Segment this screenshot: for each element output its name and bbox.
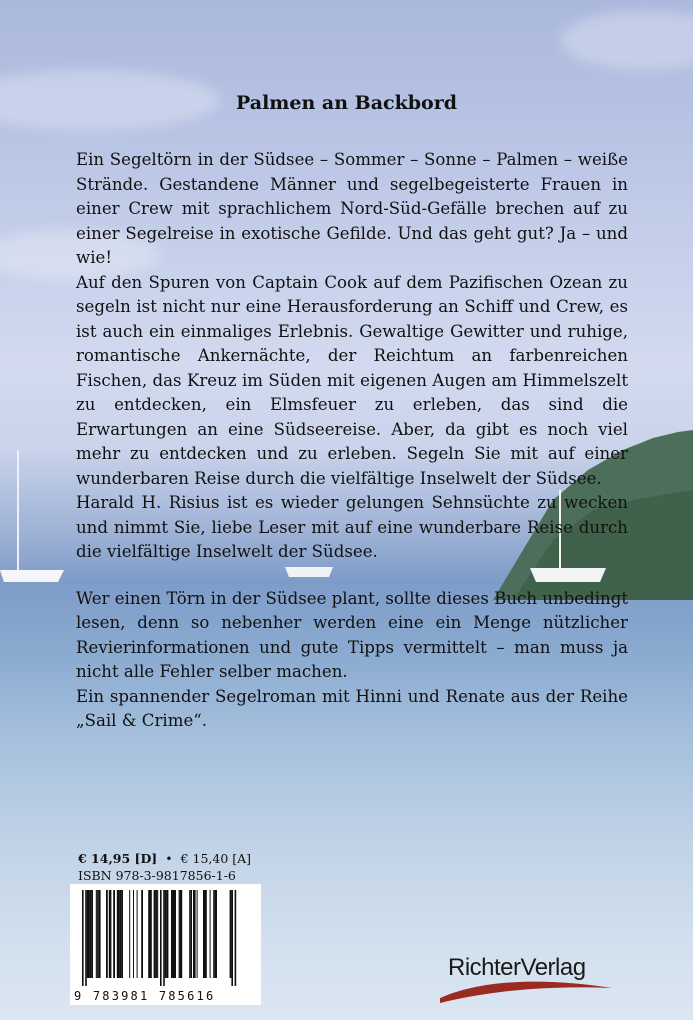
barcode-bar [106,890,108,978]
barcode-bar [165,890,167,978]
blurb-paragraph: Ein spannender Segelroman mit Hinni und Renate aus der Reihe „Sail & Crime“. [76,686,628,730]
barcode-bar [189,890,190,978]
barcode-bar [99,890,101,978]
barcode-bar [98,890,99,978]
barcode-bar [171,890,172,978]
blurb-paragraph: Wer einen Törn in der Südsee plant, sollte dieses Buch unbedingt lesen, denn so nebenher werden eine ein Menge nützlicher Revierinformationen und gute Tipps vermittelt – man muss ja nicht alle Fehler selber machen. [76,588,629,681]
barcode-bars [78,890,253,986]
barcode-digits: 9 783981 785616 [74,989,216,1003]
barcode-bar [154,890,156,978]
barcode-bar [97,890,98,978]
barcode-bar [148,890,150,978]
barcode-bar [137,890,138,978]
barcode-bar [91,890,93,978]
publisher-name: RichterVerlag [448,954,586,981]
barcode-bar [82,890,84,986]
isbn: ISBN 978-3-9817856-1-6 [78,868,236,883]
barcode-bar [109,890,112,978]
barcode-bar [141,890,143,978]
barcode-bar [172,890,173,978]
barcode-bar [213,890,214,978]
barcode-bar [87,890,90,978]
barcode-bar [133,890,134,978]
barcode-bar [129,890,130,978]
barcode-bar [150,890,152,978]
barcode-bar [190,890,192,978]
price-separator: • [165,851,173,866]
barcode-bar [230,890,232,978]
barcode-bar [174,890,175,978]
sailboat-left [0,450,70,585]
barcode-bar [89,890,91,978]
blurb-paragraph: Ein Segeltörn in der Südsee – Sommer – Sonne – Palmen – weiße Strände. Gestandene Männer und segelbegeisterte Frauen in einer Crew mit sprachlichem Nord-Süd-Gefälle brechen auf zu einer Segelreise in exotische Gefilde. Und das geht gut? Ja – und wie! [76,150,628,267]
barcode-bar [167,890,169,978]
barcode-bar [173,890,174,978]
blurb-paragraph: Auf den Spuren von Captain Cook auf dem Pazifischen Ozean zu segeln ist nicht nur eine Herausforderung an Schiff und Crew, es ist auch ein einmaliges Erlebnis. Gewaltige Gewitter und ruhige, romantische Ankernächte, der Reichtum an farbenreichen Fischen, das Kreuz im Süden mit eigenen Augen am Himmelszelt zu entdecken, ein Elmsfeuer zu erleben, das sind die Erwartungen an eine Südseereise. Aber, da gibt es noch viel mehr zu entdecken und zu erleben. Segeln Sie mit auf einer wunderbaren Reise durch die vielfältige Inselwelt der Südsee. [76,272,628,488]
barcode [70,884,261,1005]
barcode-bar [193,890,196,978]
barcode-bar [155,890,157,978]
barcode-bar [197,890,198,978]
barcode-bar [157,890,158,978]
barcode-bar [113,890,115,978]
barcode-bar [85,890,87,986]
barcode-bar [160,890,162,986]
barcode-bar [231,890,233,986]
price-block [78,850,251,884]
blurb [76,148,628,734]
publisher-logo [440,948,640,1008]
blurb-paragraph: Harald H. Risius ist es wieder gelungen Sehnsüchte zu wecken und nimmt Sie, liebe Leser mit auf eine wunderbare Reise durch die vielfältige Inselwelt der Südsee. [76,493,628,561]
publisher-swoosh-icon [440,948,640,1008]
barcode-bar [216,890,217,978]
cloud [560,10,693,70]
barcode-bar [204,890,205,978]
barcode-bar [119,890,121,978]
book-title: Palmen an Backbord [235,92,458,114]
barcode-bar [163,890,165,986]
barcode-bar [205,890,207,978]
barcode-bar [235,890,237,986]
barcode-bar [203,890,204,978]
barcode-bar [214,890,216,978]
barcode-bar [210,890,211,978]
barcode-bar [179,890,180,978]
barcode-bar [96,890,97,978]
barcode-bar [121,890,123,978]
barcode-bar [117,890,120,978]
price-austria: € 15,40 [A] [180,851,252,866]
barcode-bar [175,890,176,978]
price-germany: € 14,95 [D] [78,851,158,866]
barcode-bar [180,890,183,978]
